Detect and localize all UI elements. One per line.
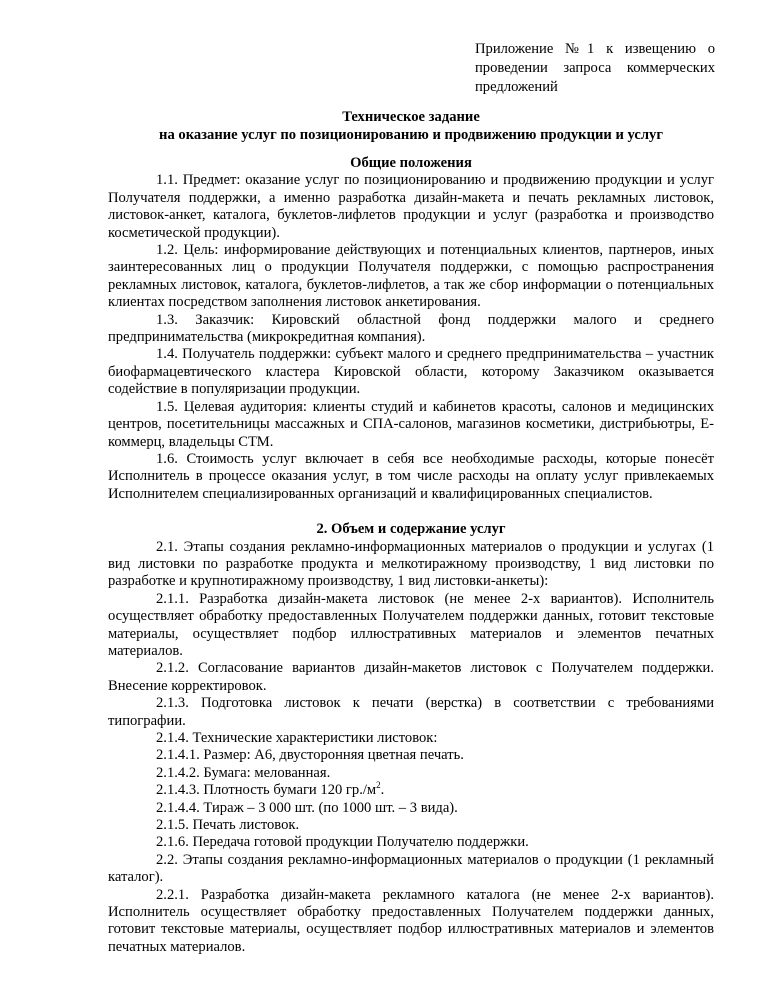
paragraph-2-1: 2.1. Этапы создания рекламно-информационных материалов о продукции и услугах (1 вид листовки по разработке продукта и мелкотиражному производству, 1 вид листовки по разработке и крупнотиражному производству, 1 вид листовки-анкеты): [108,538,714,590]
appendix-note: Приложение №1 к извещению о проведении запроса коммерческих предложений [475,41,715,95]
paragraph-2-1-4: 2.1.4. Технические характеристики листовок: [156,730,438,746]
document-body [108,155,714,956]
title-line-1: Техническое задание [342,109,480,125]
paragraph-2-1-3: 2.1.3. Подготовка листовок к печати (верстка) в соответствии с требованиями типографии. [108,695,714,729]
paragraph-1-2: 1.2. Цель: информирование действующих и потенциальных клиентов, партнеров, иных заинтересованных лиц о продукции Получателя поддержки, с помощью распространения рекламных листовок, каталога, буклетов-лифлетов, а так же сбор информации о потенциальных клиентах посредством заполнения листовок анкетирования. [108,242,714,311]
document-title [108,108,714,144]
paragraph-2-1-1: 2.1.1. Разработка дизайн-макета листовок (не менее 2-х вариантов). Исполнитель осуществляет обработку предоставленных Получателем поддержки данных, готовит текстовые материалы, осуществляет подбор иллюстративных материалов и элементов печатных материалов. [108,590,714,659]
paragraph-2-1-6: 2.1.6. Передача готовой продукции Получателю поддержки. [156,834,529,851]
paragraph-2-2-1: 2.2.1. Разработка дизайн-макета рекламного каталога (не менее 2-х вариантов). Исполнитель осуществляет обработку предоставленных Получателем поддержки данных, готовит текстовые материалы, осуществляет подбор иллюстративных материалов и элементов печатных материалов. [108,886,714,955]
title-line-2: на оказание услуг по позиционированию и продвижению продукции и услуг [159,127,663,143]
paragraph-2-1-2: 2.1.2. Согласование вариантов дизайн-макетов листовок с Получателем поддержки. Внесение корректировок. [108,660,714,694]
section-2-heading: 2. Объем и содержание услуг [316,521,506,538]
paragraph-2-1-4-2: 2.1.4.2. Бумага: мелованная. [156,764,331,781]
paper-density-end: . [380,782,385,799]
superscript-2: 2 [376,780,381,791]
paragraph-1-3: 1.3. Заказчик: Кировский областной фонд поддержки малого и среднего предпринимательства (микрокредитная компания). [108,311,714,346]
paragraph-2-1-5: 2.1.5. Печать листовок. [156,817,300,834]
paragraph-2-1-4-4: 2.1.4.4. Тираж – 3 000 шт. (по 1000 шт. – 3 вида). [156,799,458,816]
paragraph-2-1-4-3 [108,782,714,799]
paragraph-1-6: 1.6. Стоимость услуг включает в себя все необходимые расходы, которые понесёт Исполнитель в процессе оказания услуг, в том числе расходы на оплату услуг привлекаемых Исполнителем специализированных организаций и квалифицированных специалистов. [108,450,714,502]
paragraph-1-4: 1.4. Получатель поддержки: субъект малого и среднего предпринимательства – участник биофармацевтического кластера Кировской области, которому Заказчиком оказывается содействие в популяризации продукции. [108,346,714,398]
paragraph-1-5: 1.5. Целевая аудитория: клиенты студий и кабинетов красоты, салонов и медицинских центров, посетительницы массажных и СПА-салонов, магазинов косметики, дистрибьютры, Е-коммерц, владельцы СТМ. [108,398,714,450]
paragraph-1-1: 1.1. Предмет: оказание услуг по позиционированию и продвижению продукции и услуг Получателя поддержки, а именно разработка дизайн-макета и печать рекламных листовок, листовок-анкет, каталога, буклетов-лифлетов продукции и услуг (разработка и производство косметической продукции). [108,172,714,241]
paragraph-2-1-4-1: 2.1.4.1. Размер: А6, двусторонняя цветная печать. [156,747,464,764]
paper-density-text: 2.1.4.3. Плотность бумаги 120 гр./м [156,782,377,799]
paragraph-2-2: 2.2. Этапы создания рекламно-информационных материалов о продукции (1 рекламный каталог). [108,851,714,886]
section-1-heading: Общие положения [350,155,472,171]
